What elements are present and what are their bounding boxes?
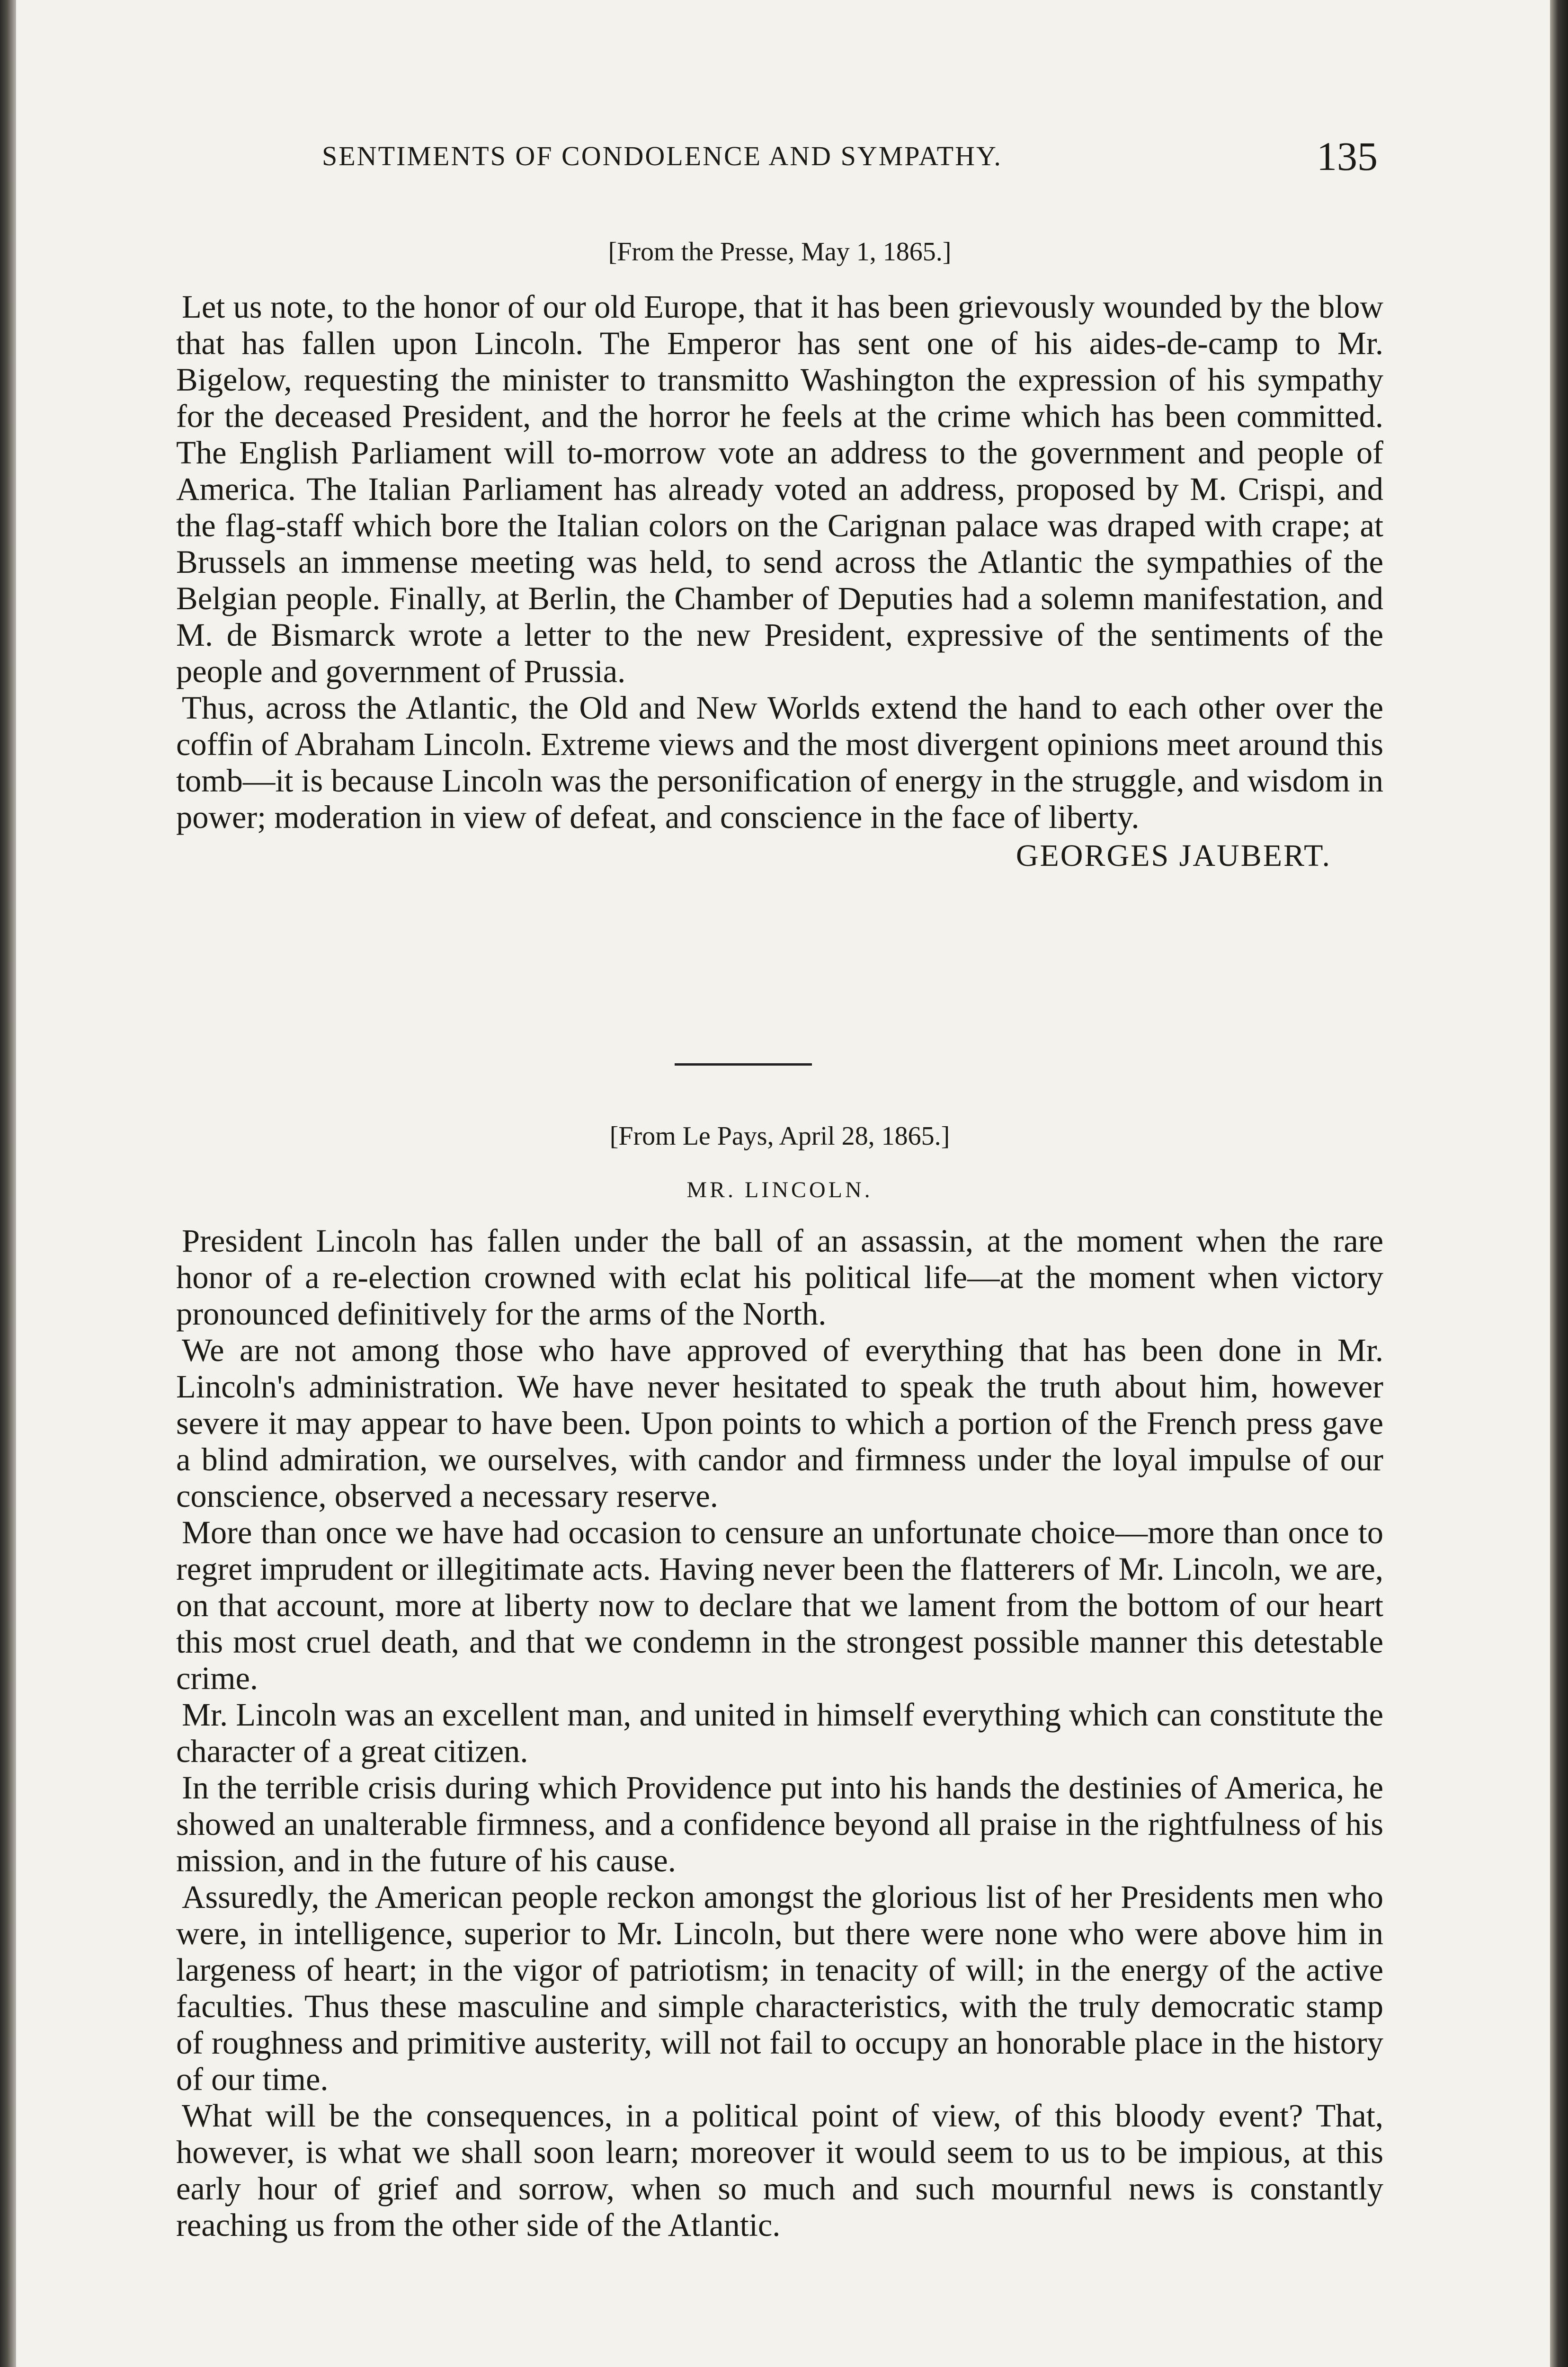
paragraph: President Lincoln has fallen under the ball of an assassin, at the moment when the rare honor of a re-election crowned with eclat his political life—at the moment when victory pronounced definitively for the arms of the North. bbox=[176, 1223, 1383, 1332]
paragraph: More than once we have had occasion to censure an unfortunate choice—more than once to regret imprudent or illegitimate acts. Having never been the flatterers of Mr. Lincoln, we are, on that account, more at liberty now to declare that we lament from the bottom of our heart this most cruel death, and that we condemn in the strongest possible manner this detestable crime. bbox=[176, 1514, 1383, 1696]
running-title: SENTIMENTS OF CONDOLENCE AND SYMPATHY. bbox=[322, 141, 1002, 171]
paragraph: Let us note, to the honor of our old Europe, that it has been grievously wounded by the blow that has fallen upon Lincoln. The Emperor has sent one of his aides-de-camp to Mr. Bigelow, requesting the minister to transmitto Washington the expression of his sympathy for the deceased President, and the horror he feels at the crime which has been committed. The English Parliament will to-morrow vote an address to the government and people of America. The Italian Parliament has already voted an address, proposed by M. Crispi, and the flag-staff which bore the Italian colors on the Carignan palace was draped with crape; at Brussels an immense meeting was held, to send across the Atlantic the sympathies of the Belgian people. Finally, at Berlin, the Chamber of Deputies had a solemn manifestation, and M. de Bismarck wrote a letter to the new President, expressive of the sentiments of the people and government of Prussia. bbox=[176, 289, 1383, 689]
paragraph: In the terrible crisis during which Providence put into his hands the destinies of America, he showed an unalterable firmness, and a confidence beyond all praise in the rightfulness of his mission, and in the future of his cause. bbox=[176, 1770, 1383, 1878]
section-divider bbox=[675, 1063, 812, 1066]
page-edge-right bbox=[1550, 0, 1568, 2367]
page-number: 135 bbox=[1317, 133, 1378, 179]
running-head bbox=[322, 135, 1378, 178]
page-edge-left bbox=[0, 0, 16, 2367]
paragraph: We are not among those who have approved of everything that has been done in Mr. Lincoln's administration. We have never hesitated to speak the truth about him, however severe it may appear to have been. Upon points to which a portion of the French press gave a blind admiration, we ourselves, with candor and firmness under the loyal impulse of our conscience, observed a necessary reserve. bbox=[176, 1332, 1383, 1514]
article-le-pays bbox=[176, 1121, 1383, 2243]
article-source: [From the Presse, May 1, 1865.] bbox=[608, 237, 952, 267]
author-signature: GEORGES JAUBERT. bbox=[1016, 838, 1331, 873]
article-presse bbox=[176, 237, 1383, 876]
paragraph: What will be the consequences, in a political point of view, of this bloody event? That, however, is what we shall soon learn; moreover it would seem to us to be impious, at this early hour of grief and sorrow, when so much and such mournful news is constantly reaching us from the other side of the Atlantic. bbox=[176, 2098, 1383, 2243]
article-heading: MR. LINCOLN. bbox=[686, 1177, 873, 1202]
paragraph: Mr. Lincoln was an excellent man, and united in himself everything which can constitute the character of a great citizen. bbox=[176, 1697, 1383, 1769]
paragraph: Assuredly, the American people reckon amongst the glorious list of her Presidents men who were, in intelligence, superior to Mr. Lincoln, but there were none who were above him in largeness of heart; in the vigor of patriotism; in tenacity of will; in the energy of the active faculties. Thus these masculine and simple characteristics, with the truly democratic stamp of roughness and primitive austerity, will not fail to occupy an honorable place in the history of our time. bbox=[176, 1879, 1383, 2097]
paragraph: Thus, across the Atlantic, the Old and New Worlds extend the hand to each other over the coffin of Abraham Lincoln. Extreme views and the most divergent opinions meet around this tomb—it is because Lincoln was the personification of energy in the struggle, and wisdom in power; moderation in view of defeat, and conscience in the face of liberty. bbox=[176, 690, 1383, 835]
article-source: [From Le Pays, April 28, 1865.] bbox=[609, 1121, 950, 1151]
